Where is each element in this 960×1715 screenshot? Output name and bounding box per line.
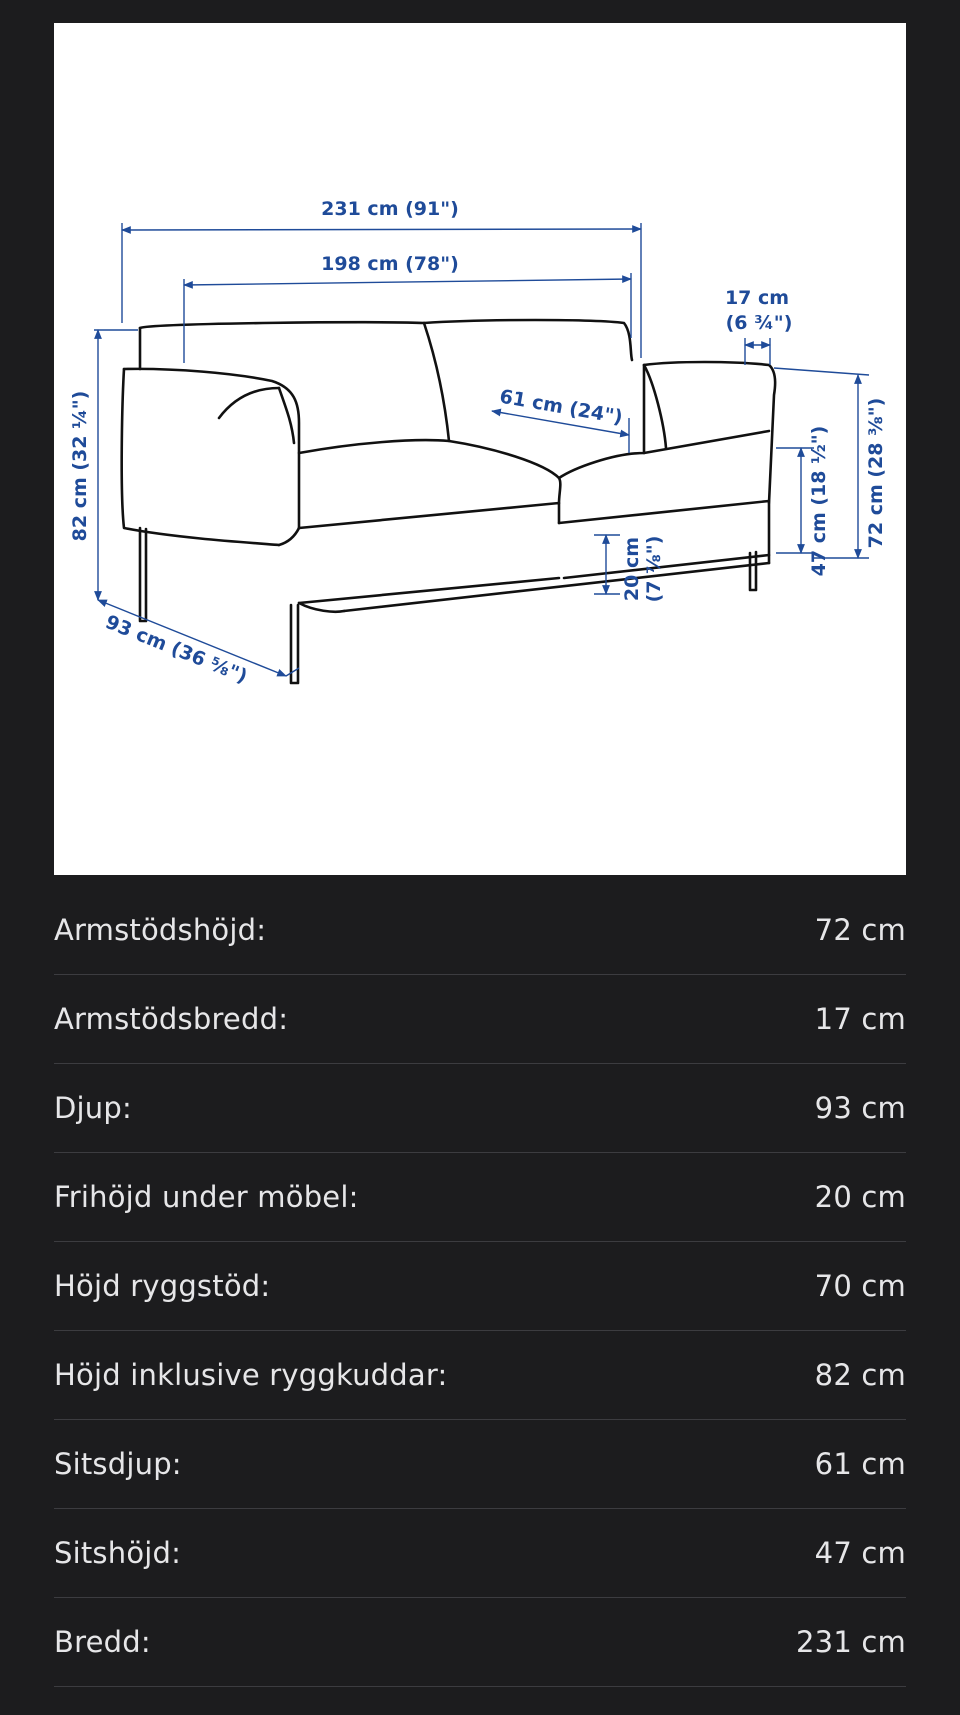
spec-row-depth — [54, 1064, 906, 1153]
spec-value: 93 cm — [814, 1091, 906, 1125]
spec-label: Armstödsbredd: — [54, 1002, 289, 1036]
spec-row-backrest-height — [54, 1242, 906, 1331]
spec-value: 72 cm — [814, 913, 906, 947]
label-free-height-in: (7 ⅞") — [643, 535, 665, 603]
dimension-labels — [69, 198, 887, 688]
sofa-outline — [122, 320, 775, 683]
spec-label: Höjd inklusive ryggkuddar: — [54, 1358, 448, 1392]
spec-value: 47 cm — [814, 1536, 906, 1570]
label-total-width: 231 cm (91") — [321, 198, 459, 220]
label-depth: 93 cm (36 ⅝") — [102, 611, 251, 688]
label-height-incl-cushions: 82 cm (32 ¼") — [69, 390, 91, 542]
spec-label: Bredd: — [54, 1625, 151, 1659]
spec-label: Djup: — [54, 1091, 132, 1125]
spec-value: 17 cm — [814, 1002, 906, 1036]
label-seat-height: 47 cm (18 ½") — [808, 425, 830, 577]
spec-row-height-incl-cushions — [54, 1331, 906, 1420]
spec-row-seat-height — [54, 1509, 906, 1598]
sofa-diagram — [54, 23, 906, 875]
spec-row-width — [54, 1598, 906, 1687]
spec-row-armrest-height — [54, 886, 906, 975]
spec-list — [54, 886, 906, 1687]
spec-value: 20 cm — [814, 1180, 906, 1214]
sofa-dimension-drawing — [54, 23, 906, 875]
spec-label: Höjd ryggstöd: — [54, 1269, 271, 1303]
label-armrest-width-in: (6 ¾") — [725, 312, 793, 334]
spec-value: 231 cm — [796, 1625, 906, 1659]
spec-row-free-height — [54, 1153, 906, 1242]
spec-value: 61 cm — [814, 1447, 906, 1481]
spec-value: 82 cm — [814, 1358, 906, 1392]
label-seat-depth: 61 cm (24") — [497, 385, 625, 429]
spec-row-seat-depth — [54, 1420, 906, 1509]
spec-label: Frihöjd under möbel: — [54, 1180, 359, 1214]
label-armrest-height: 72 cm (28 ⅜") — [865, 397, 887, 549]
spec-label: Armstödshöjd: — [54, 913, 267, 947]
spec-row-armrest-width — [54, 975, 906, 1064]
spec-value: 70 cm — [814, 1269, 906, 1303]
spec-label: Sitsdjup: — [54, 1447, 182, 1481]
label-seat-width: 198 cm (78") — [321, 253, 459, 275]
label-free-height-cm: 20 cm — [621, 536, 643, 602]
label-armrest-width-cm: 17 cm — [724, 287, 790, 309]
spec-label: Sitshöjd: — [54, 1536, 182, 1570]
